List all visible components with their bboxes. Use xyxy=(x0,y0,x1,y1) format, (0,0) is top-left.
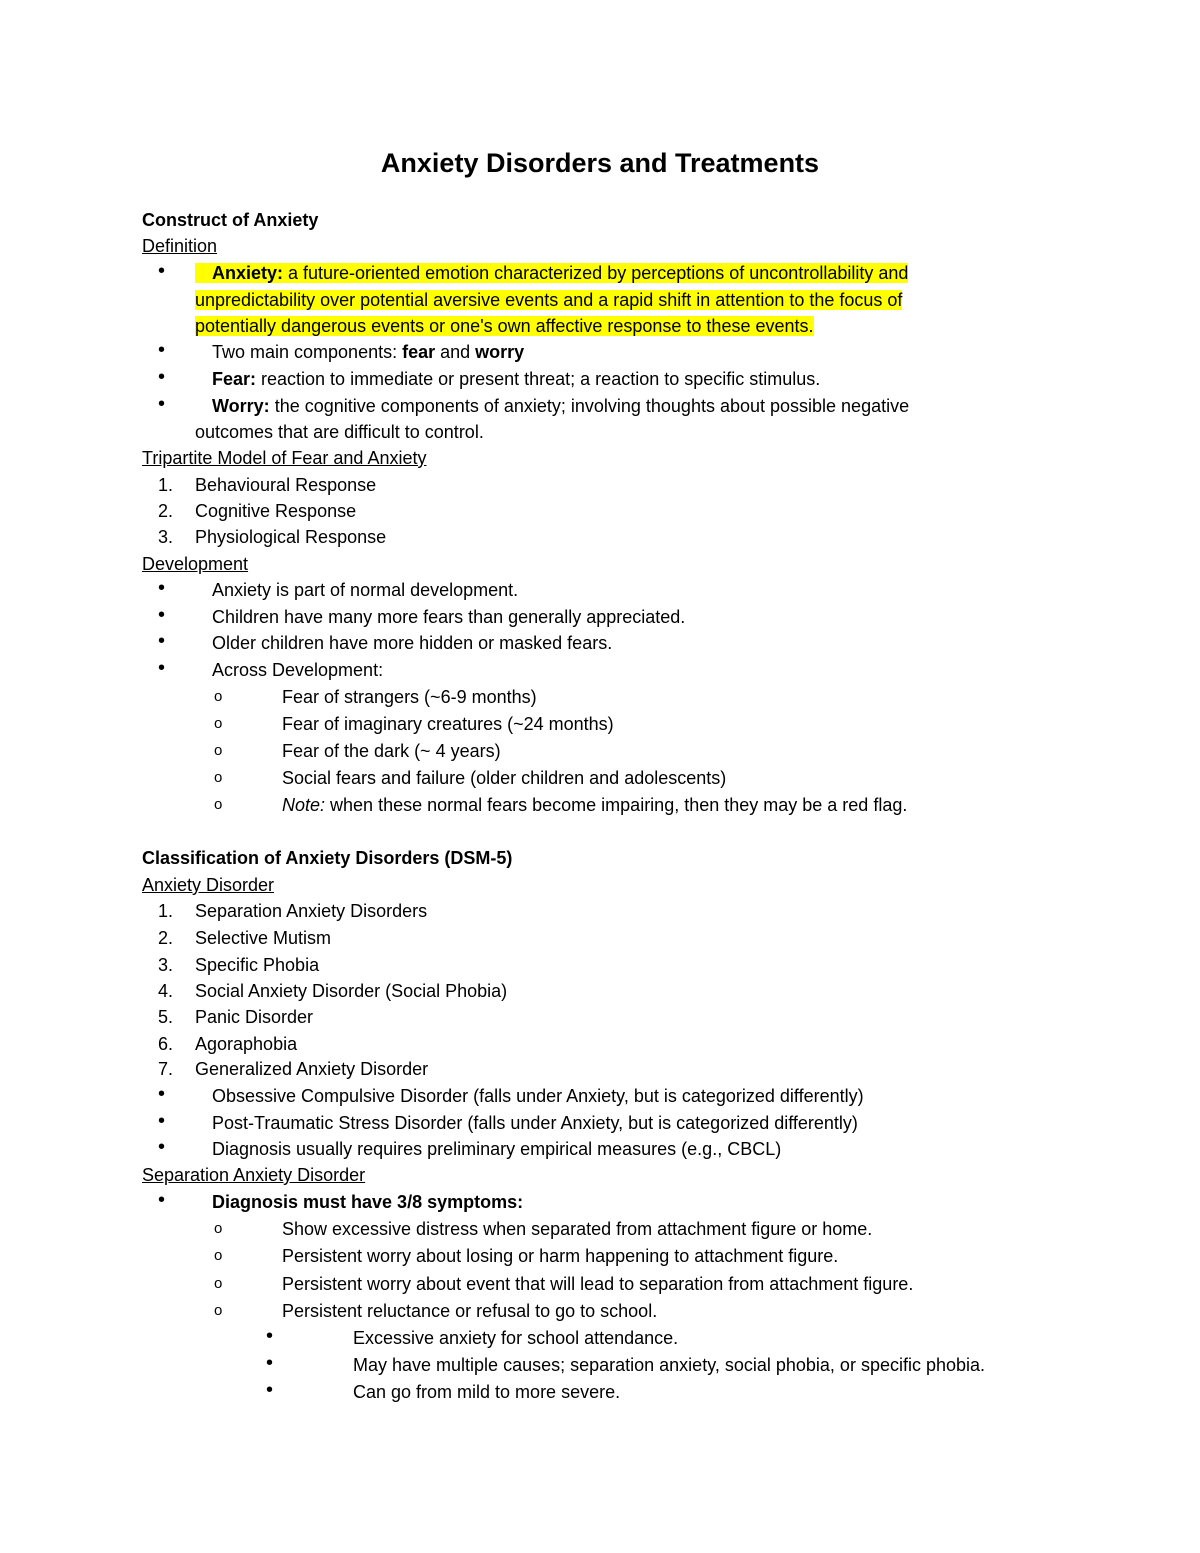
list-item: Persistent worry about losing or harm happening to attachment figure. xyxy=(282,1246,839,1266)
list-item: Excessive anxiety for school attendance. xyxy=(353,1328,679,1348)
bullet-icon: • xyxy=(158,604,166,626)
circle-bullet-icon: o xyxy=(214,688,223,705)
worry-definition-line-1: Worry: the cognitive components of anxiety; involving thoughts about possible negative xyxy=(212,396,910,416)
list-item: Diagnosis usually requires preliminary empirical measures (e.g., CBCL) xyxy=(212,1139,782,1159)
note-item: Note: when these normal fears become impairing, then they may be a red flag. xyxy=(282,795,908,815)
circle-bullet-icon: o xyxy=(214,1247,223,1264)
list-item: Physiological Response xyxy=(195,527,387,547)
circle-bullet-icon: o xyxy=(214,1275,223,1292)
bullet-icon: • xyxy=(158,339,166,361)
list-item: Can go from mild to more severe. xyxy=(353,1382,621,1402)
bullet-icon: • xyxy=(158,577,166,599)
list-item: Show excessive distress when separated from attachment figure or home. xyxy=(282,1219,873,1239)
list-item: Fear of imaginary creatures (~24 months) xyxy=(282,714,614,734)
list-number: 1. xyxy=(158,475,174,495)
list-number: 3. xyxy=(158,527,174,547)
list-number: 2. xyxy=(158,928,174,948)
list-item: Behavioural Response xyxy=(195,475,377,495)
document-title: Anxiety Disorders and Treatments xyxy=(380,148,820,178)
list-item: May have multiple causes; separation anxiety, social phobia, or specific phobia. xyxy=(353,1355,986,1375)
list-item: Separation Anxiety Disorders xyxy=(195,901,428,921)
list-item: Post-Traumatic Stress Disorder (falls under Anxiety, but is categorized differently) xyxy=(212,1113,858,1133)
anxiety-definition-line-2: unpredictability over potential aversive events and a rapid shift in attention to the focus of xyxy=(195,290,903,310)
anxiety-definition-line-1: Anxiety: a future-oriented emotion characterized by perceptions of uncontrollability and xyxy=(195,261,908,285)
components-text: Two main components: fear and worry xyxy=(212,342,525,362)
subheading-tripartite: Tripartite Model of Fear and Anxiety xyxy=(142,448,427,468)
bullet-icon: • xyxy=(158,630,166,652)
circle-bullet-icon: o xyxy=(214,769,223,786)
list-number: 6. xyxy=(158,1034,174,1054)
list-item: Specific Phobia xyxy=(195,955,320,975)
bullet-icon: • xyxy=(266,1352,274,1374)
list-item: Cognitive Response xyxy=(195,501,357,521)
bullet-icon: • xyxy=(158,657,166,679)
list-item: Fear of strangers (~6-9 months) xyxy=(282,687,537,707)
list-item: Obsessive Compulsive Disorder (falls under Anxiety, but is categorized differently) xyxy=(212,1086,864,1106)
list-number: 1. xyxy=(158,901,174,921)
list-item: Anxiety is part of normal development. xyxy=(212,580,519,600)
list-number: 3. xyxy=(158,955,174,975)
subheading-development: Development xyxy=(142,554,249,574)
bullet-icon: • xyxy=(158,1189,166,1211)
fear-definition: Fear: reaction to immediate or present threat; a reaction to specific stimulus. xyxy=(212,369,821,389)
section-heading-construct: Construct of Anxiety xyxy=(142,210,319,230)
list-item: Persistent worry about event that will lead to separation from attachment figure. xyxy=(282,1274,914,1294)
bullet-icon: • xyxy=(158,260,166,282)
bullet-icon: • xyxy=(158,366,166,388)
anxiety-definition-line-3: potentially dangerous events or one's own affective response to these events. xyxy=(195,316,814,336)
list-item: Fear of the dark (~ 4 years) xyxy=(282,741,501,761)
bullet-icon: • xyxy=(158,1110,166,1132)
list-item: Panic Disorder xyxy=(195,1007,314,1027)
list-item: Older children have more hidden or masked fears. xyxy=(212,633,613,653)
circle-bullet-icon: o xyxy=(214,1220,223,1237)
subheading-anxiety-disorder: Anxiety Disorder xyxy=(142,875,275,895)
bullet-icon: • xyxy=(266,1379,274,1401)
circle-bullet-icon: o xyxy=(214,715,223,732)
list-number: 7. xyxy=(158,1059,174,1079)
bullet-icon: • xyxy=(158,1136,166,1158)
bullet-icon: • xyxy=(158,1083,166,1105)
list-item: Persistent reluctance or refusal to go to school. xyxy=(282,1301,658,1321)
list-item: Social Anxiety Disorder (Social Phobia) xyxy=(195,981,508,1001)
list-item: Social fears and failure (older children and adolescents) xyxy=(282,768,727,788)
diagnosis-criteria: Diagnosis must have 3/8 symptoms: xyxy=(212,1192,524,1212)
subheading-definition: Definition xyxy=(142,236,218,256)
worry-definition-line-2: outcomes that are difficult to control. xyxy=(195,422,484,442)
circle-bullet-icon: o xyxy=(214,1302,223,1319)
circle-bullet-icon: o xyxy=(214,742,223,759)
list-item: Generalized Anxiety Disorder xyxy=(195,1059,429,1079)
section-heading-classification: Classification of Anxiety Disorders (DSM-5) xyxy=(142,848,513,868)
list-number: 2. xyxy=(158,501,174,521)
list-item: Agoraphobia xyxy=(195,1034,298,1054)
list-number: 4. xyxy=(158,981,174,1001)
list-item: Across Development: xyxy=(212,660,384,680)
bullet-icon: • xyxy=(266,1325,274,1347)
circle-bullet-icon: o xyxy=(214,796,223,813)
subheading-separation: Separation Anxiety Disorder xyxy=(142,1165,366,1185)
list-item: Children have many more fears than generally appreciated. xyxy=(212,607,686,627)
bullet-icon: • xyxy=(158,393,166,415)
list-number: 5. xyxy=(158,1007,174,1027)
list-item: Selective Mutism xyxy=(195,928,332,948)
